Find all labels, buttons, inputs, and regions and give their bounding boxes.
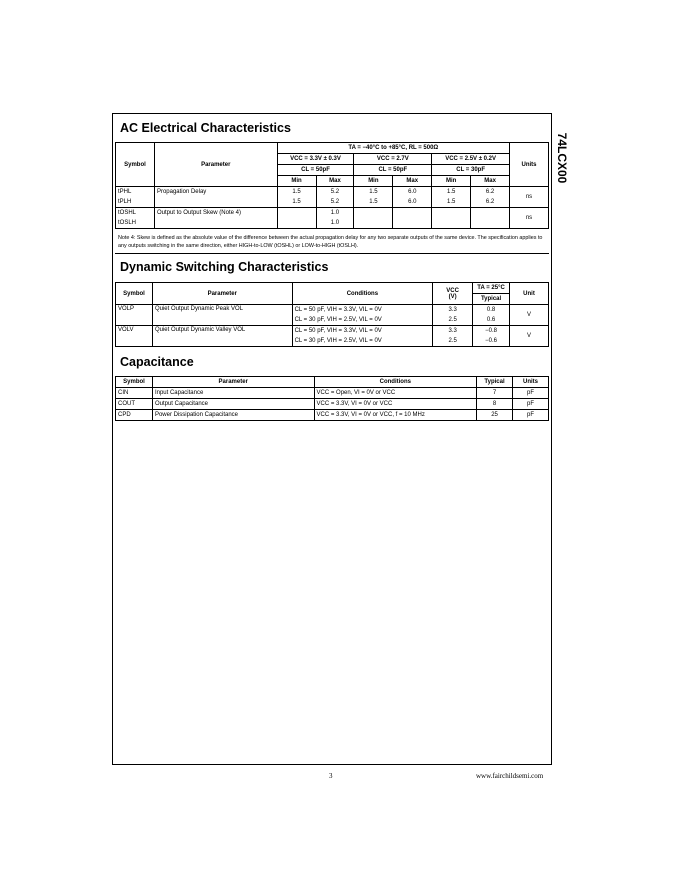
ac-parameter-cont	[154, 218, 277, 229]
website-link[interactable]: www.fairchildsemi.com	[476, 772, 544, 780]
cap-header-symbol: Symbol	[116, 377, 153, 388]
ac-header-ta: TA = −40°C to +85°C, RL = 500Ω	[277, 143, 509, 154]
dyn-typical: 0.6	[473, 315, 510, 326]
ac-symbol: tPHL	[116, 187, 155, 198]
ac-header-cl-2: CL = 50pF	[354, 165, 432, 176]
cap-condition: VCC = 3.3V, VI = 0V or VCC	[314, 399, 477, 410]
ac-value: 1.5	[354, 197, 393, 208]
table-row	[116, 326, 549, 337]
dyn-condition: CL = 50 pF, VIH = 3.3V, VIL = 0V	[292, 326, 433, 337]
dynamic-section-title: Dynamic Switching Characteristics	[120, 260, 329, 274]
dyn-header-typical: Typical	[473, 294, 510, 305]
ac-parameter-cont	[154, 197, 277, 208]
table-row	[116, 208, 549, 219]
cap-parameter: Power Dissipation Capacitance	[152, 410, 314, 421]
ac-value	[277, 218, 316, 229]
dyn-condition: CL = 50 pF, VIH = 3.3V, VIL = 0V	[292, 305, 433, 316]
skew-note: Note 4: Skew is defined as the absolute value of the difference between the actual propagation delay for any two separate outputs of the same device. The specification applies to any outputs switching in the same direction, either HIGH-to-LOW (tOSHL) or LOW-to-HIGH (tOSLH).	[118, 235, 543, 249]
ac-value: 1.5	[277, 197, 316, 208]
cap-header-typical: Typical	[477, 377, 513, 388]
table-row	[116, 197, 549, 208]
dyn-header-vcc-label: VCC	[446, 287, 459, 294]
ac-value: 6.2	[471, 197, 510, 208]
ac-header-max: Max	[471, 176, 510, 187]
table-row	[116, 218, 549, 229]
ac-characteristics-table	[115, 142, 549, 229]
ac-header-cl-1: CL = 50pF	[277, 165, 354, 176]
ac-header-parameter: Parameter	[154, 143, 277, 187]
ac-value: 1.0	[316, 218, 354, 229]
capacitance-section-title: Capacitance	[120, 355, 194, 369]
ac-value	[393, 208, 432, 219]
capacitance-table	[115, 376, 549, 421]
ac-header-max: Max	[393, 176, 432, 187]
ac-value	[432, 218, 471, 229]
ac-header-min: Min	[277, 176, 316, 187]
ac-unit: ns	[510, 208, 549, 229]
dyn-unit: V	[510, 305, 549, 326]
ac-value	[277, 208, 316, 219]
dyn-condition: CL = 30 pF, VIH = 2.5V, VIL = 0V	[292, 315, 433, 326]
cap-typical: 8	[477, 399, 513, 410]
cap-symbol: CPD	[116, 410, 153, 421]
ac-header-cl-3: CL = 30pF	[432, 165, 510, 176]
dyn-symbol: VOLP	[116, 305, 153, 326]
dyn-parameter: Quiet Output Dynamic Valley VOL	[152, 326, 292, 347]
ac-value	[354, 208, 393, 219]
ac-header-min: Min	[354, 176, 393, 187]
ac-value: 5.2	[316, 197, 354, 208]
cap-header-conditions: Conditions	[314, 377, 477, 388]
table-row	[116, 388, 549, 399]
dyn-vcc: 3.3	[433, 305, 473, 316]
ac-value	[393, 218, 432, 229]
dyn-header-vcc	[433, 283, 473, 305]
ac-header-symbol: Symbol	[116, 143, 155, 187]
ac-value: 1.5	[354, 187, 393, 198]
cap-unit: pF	[513, 399, 549, 410]
dyn-condition: CL = 30 pF, VIH = 2.5V, VIL = 0V	[292, 336, 433, 347]
ac-value	[471, 218, 510, 229]
cap-unit: pF	[513, 388, 549, 399]
cap-header-parameter: Parameter	[152, 377, 314, 388]
cap-typical: 7	[477, 388, 513, 399]
ac-value	[471, 208, 510, 219]
dyn-unit: V	[510, 326, 549, 347]
ac-symbol: tOSHL	[116, 208, 155, 219]
cap-symbol: CIN	[116, 388, 153, 399]
ac-value: 5.2	[316, 187, 354, 198]
dyn-vcc: 3.3	[433, 326, 473, 337]
note-divider	[115, 253, 549, 254]
dyn-header-unit: Unit	[510, 283, 549, 305]
ac-symbol: tOSLH	[116, 218, 155, 229]
ac-header-vcc-3: VCC = 2.5V ± 0.2V	[432, 154, 510, 165]
table-row	[116, 305, 549, 316]
ac-header-min: Min	[432, 176, 471, 187]
cap-unit: pF	[513, 410, 549, 421]
ac-value: 1.5	[277, 187, 316, 198]
table-row	[116, 187, 549, 198]
dyn-header-vcc-unit: (V)	[448, 293, 457, 300]
dyn-header-ta: TA = 25°C	[473, 283, 510, 294]
ac-value: 1.0	[316, 208, 354, 219]
ac-header-units: Units	[510, 143, 549, 187]
ac-header-vcc-1: VCC = 3.3V ± 0.3V	[277, 154, 354, 165]
dyn-header-symbol: Symbol	[116, 283, 153, 305]
dyn-symbol: VOLV	[116, 326, 153, 347]
dyn-vcc: 2.5	[433, 315, 473, 326]
ac-unit: ns	[510, 187, 549, 208]
ac-value	[432, 208, 471, 219]
dyn-header-parameter: Parameter	[152, 283, 292, 305]
dyn-typical: −0.8	[473, 326, 510, 337]
ac-value: 6.2	[471, 187, 510, 198]
ac-parameter: Output to Output Skew (Note 4)	[154, 208, 277, 219]
ac-value: 1.5	[432, 187, 471, 198]
ac-section-title: AC Electrical Characteristics	[120, 121, 291, 135]
dynamic-switching-table	[115, 282, 549, 347]
ac-value: 6.0	[393, 187, 432, 198]
ac-header-vcc-2: VCC = 2.7V	[354, 154, 432, 165]
ac-header-max: Max	[316, 176, 354, 187]
cap-typical: 25	[477, 410, 513, 421]
cap-parameter: Output Capacitance	[152, 399, 314, 410]
ac-value: 6.0	[393, 197, 432, 208]
dyn-header-conditions: Conditions	[292, 283, 433, 305]
cap-condition: VCC = 3.3V, VI = 0V or VCC, f = 10 MHz	[314, 410, 477, 421]
dyn-typical: −0.6	[473, 336, 510, 347]
ac-value	[354, 218, 393, 229]
dyn-parameter: Quiet Output Dynamic Peak VOL	[152, 305, 292, 326]
page-number: 3	[329, 772, 333, 780]
table-row	[116, 410, 549, 421]
ac-value: 1.5	[432, 197, 471, 208]
dyn-typical: 0.8	[473, 305, 510, 316]
ac-symbol: tPLH	[116, 197, 155, 208]
cap-header-units: Units	[513, 377, 549, 388]
cap-condition: VCC = Open, VI = 0V or VCC	[314, 388, 477, 399]
dyn-vcc: 2.5	[433, 336, 473, 347]
cap-parameter: Input Capacitance	[152, 388, 314, 399]
ac-parameter: Propagation Delay	[154, 187, 277, 198]
cap-symbol: COUT	[116, 399, 153, 410]
side-part-number: 74LCX00	[555, 132, 569, 184]
table-row	[116, 399, 549, 410]
